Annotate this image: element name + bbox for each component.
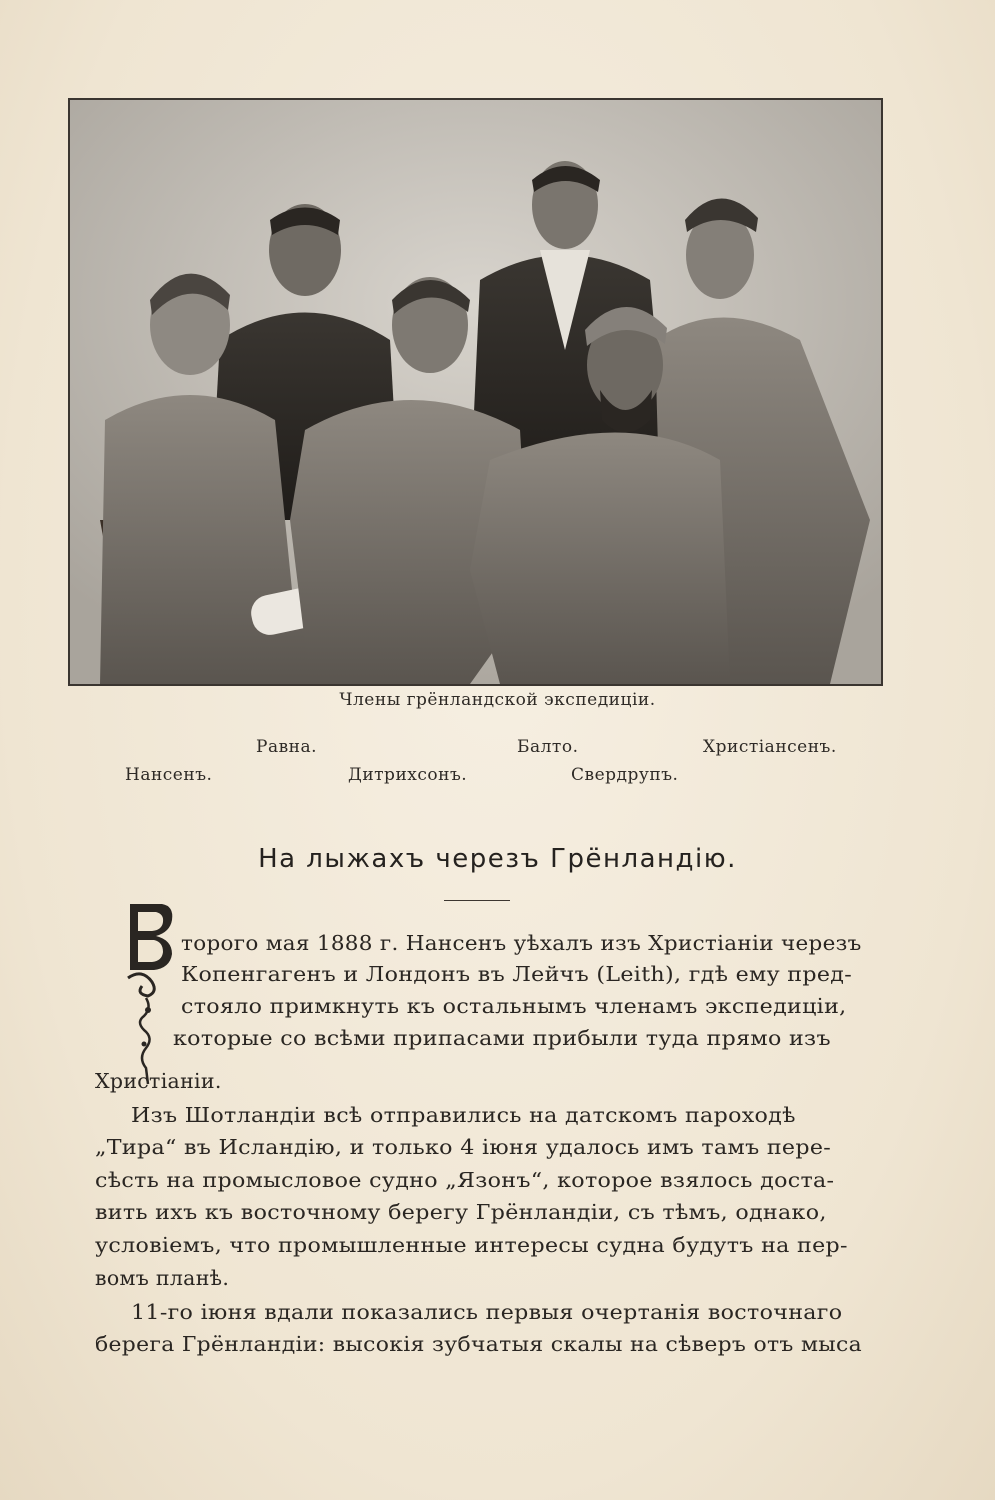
body-line-2: Копенгагенъ и Лондонъ въ Лейчъ (Leith), гдѣ ему пред- [181,962,853,986]
caption-name-ravna: Равна. [256,737,318,757]
body-line-5: Христіаніи. [95,1069,222,1093]
chapter-heading: На лыжахъ черезъ Грёнландію. [258,844,737,874]
caption-name-sverdrup: Свердрупъ. [571,765,679,785]
body-line-1: торого мая 1888 г. Нансенъ уѣхалъ изъ Христіаніи черезъ [181,931,862,955]
body-line-7: „Тира“ въ Исландію, и только 4 іюня удалось имъ тамъ пере- [95,1135,832,1159]
photo-caption: Члены грёнландской экспедиціи. [339,690,656,710]
body-line-3: стояло примкнуть къ остальнымъ членамъ экспедиціи, [181,994,847,1018]
ornamental-drop-cap-v [122,898,178,1088]
photo-illustration [70,100,881,684]
body-line-4: которые со всѣми припасами прибыли туда прямо изъ [173,1026,831,1050]
drop-cap-ornament-icon [122,898,178,1088]
caption-name-balto: Балто. [517,737,579,757]
body-line-11: вомъ планѣ. [95,1266,230,1290]
heading-divider [444,900,510,901]
caption-name-nansen: Нансенъ. [125,765,213,785]
body-line-9: вить ихъ къ восточному берегу Грёнландіи, съ тѣмъ, однако, [95,1200,827,1224]
body-line-6: Изъ Шотландіи всѣ отправились на датскомъ пароходѣ [131,1103,796,1127]
body-line-8: сѣсть на промысловое судно „Язонъ“, которое взялось доста- [95,1168,835,1192]
caption-name-christiansen: Христіансенъ. [703,737,837,757]
body-line-10: условіемъ, что промышленные интересы судна будутъ на пер- [95,1233,848,1257]
body-line-12: 11-го іюня вдали показались первыя очертанія восточнаго [131,1300,843,1324]
body-line-13: берега Грёнландіи: высокія зубчатыя скалы на сѣверъ отъ мыса [95,1332,863,1356]
caption-name-dietrichson: Дитрихсонъ. [348,765,468,785]
expedition-photograph [68,98,883,686]
